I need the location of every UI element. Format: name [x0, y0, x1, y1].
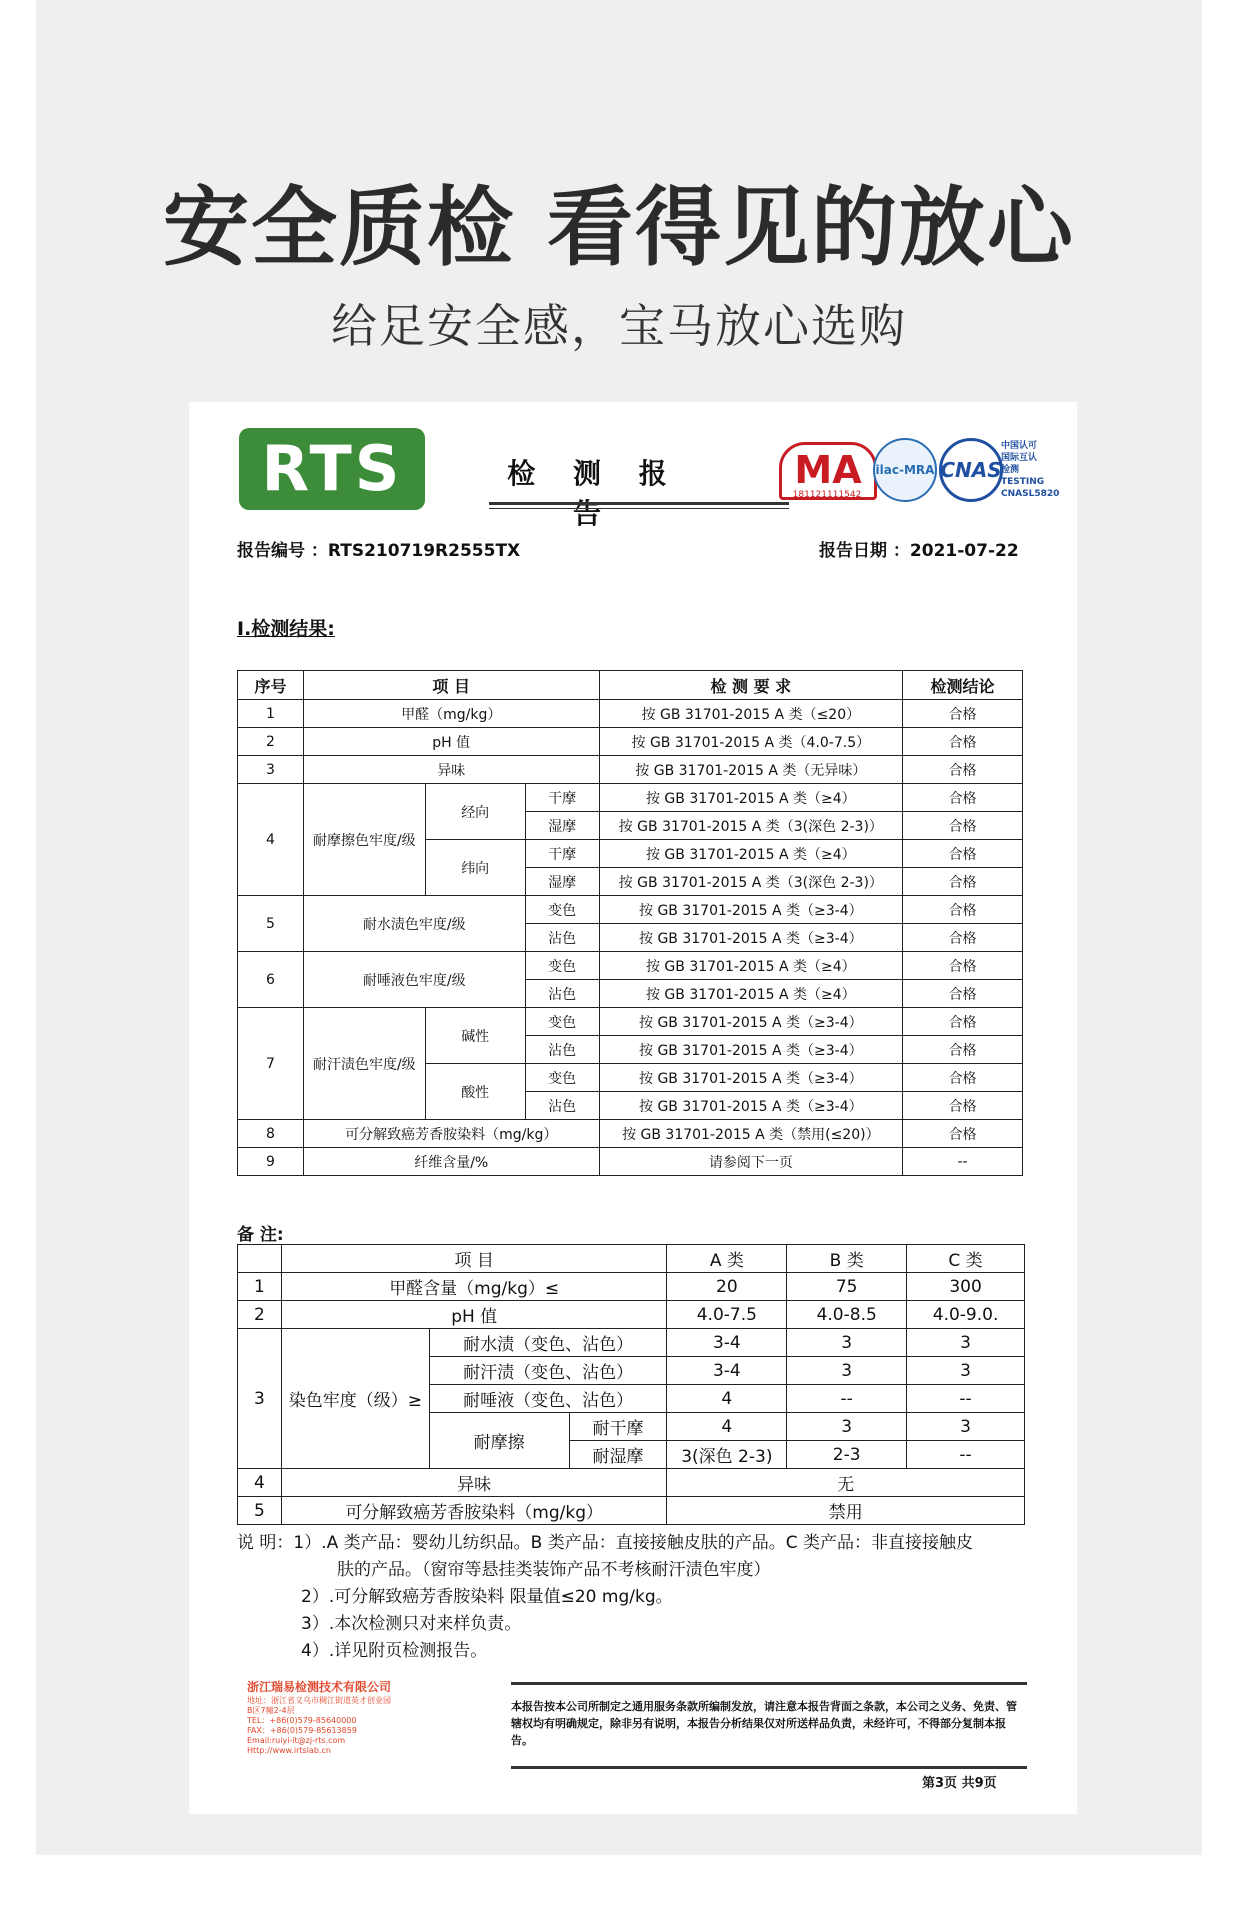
- table-row: 1 甲醛（mg/kg） 按 GB 31701-2015 A 类（≤20） 合格: [238, 700, 1023, 728]
- table-row: 3 染色牢度（级）≥ 耐水渍（变色、沾色） 3-4 3 3: [238, 1329, 1025, 1357]
- notes-header-row: 项 目 A 类 B 类 C 类: [238, 1245, 1025, 1273]
- cnas-logo: CNAS: [939, 438, 1003, 502]
- table-row: 3 异味 按 GB 31701-2015 A 类（无异味） 合格: [238, 756, 1023, 784]
- page-number: 第3页 共9页: [922, 1776, 997, 1791]
- title-rule: [489, 502, 789, 505]
- disclaimer-text: 本报告按本公司所制定之通用服务条款所编制发放，请注意本报告背面之条款，本公司之义务、免责、管辖权均有明确规定，除非另有说明，本报告分析结果仅对所送样品负责，未经许可，不得部分复制本报告。: [511, 1700, 1017, 1747]
- company-info: 浙江瑞易检测技术有限公司 地址：浙江省义乌市稠江街道英才创业园 B区7幢2-4层 TEL：+86(0)579-85640000 FAX：+86(0)579-85613859 Email:ruiyi-it@zj-rts.com Http://www.irtslab.cn: [247, 1680, 392, 1755]
- report-title: 检 测 报 告: [507, 457, 681, 530]
- section-title: I.检测结果:: [237, 618, 335, 640]
- results-table: [237, 670, 1023, 1176]
- test-report-document: [189, 402, 1077, 1814]
- table-row: 湿摩 按 GB 31701-2015 A 类（3(深色 2-3)） 合格: [238, 868, 1023, 896]
- rts-logo: RTS: [239, 428, 425, 510]
- table-row: 4 异味 无: [238, 1469, 1025, 1497]
- table-row: 2 pH 值 4.0-7.5 4.0-8.5 4.0-9.0.: [238, 1301, 1025, 1329]
- report-number: 报告编号 ：RTS210719R2555TX: [237, 541, 521, 561]
- table-row: 耐汗渍（变色、沾色） 3-4 3 3: [238, 1357, 1025, 1385]
- title-rule-thin: [489, 508, 789, 509]
- table-row: 5 耐水渍色牢度/级 变色 按 GB 31701-2015 A 类（≥3-4） 合格: [238, 896, 1023, 924]
- disclaimer-rule: [511, 1682, 1027, 1685]
- table-row: 耐唾液（变色、沾色） 4 -- --: [238, 1385, 1025, 1413]
- table-row: 6 耐唾液色牢度/级 变色 按 GB 31701-2015 A 类（≥4） 合格: [238, 952, 1023, 980]
- table-row: 湿摩 按 GB 31701-2015 A 类（3(深色 2-3)） 合格: [238, 812, 1023, 840]
- ilac-mra-logo: ilac-MRA: [873, 438, 937, 502]
- table-row: 5 可分解致癌芳香胺染料（mg/kg） 禁用: [238, 1497, 1025, 1525]
- table-row: 沾色 按 GB 31701-2015 A 类（≥4） 合格: [238, 980, 1023, 1008]
- cma-number: 181121111542: [792, 490, 862, 500]
- notes-title: 备 注:: [237, 1225, 284, 1245]
- remarks: 说 明：1）.A 类产品：婴幼儿纺织品。B 类产品：直接接触皮肤的产品。C 类产品：非直接接触皮 肤的产品。（窗帘等悬挂类装饰产品不考核耐汗渍色牢度） 2）.可分解致癌芳香胺染料 限量值≤20 mg/kg。 3）.本次检测只对来样负责。 4）.详见附页检测报告。: [237, 1533, 973, 1661]
- cnas-side-text: 中国认可 国际互认 检测 TESTING CNASL5820: [1001, 441, 1060, 499]
- notes-table: [237, 1244, 1025, 1525]
- table-row: 耐湿摩 3(深色 2-3) 2-3 --: [238, 1441, 1025, 1469]
- subheadline: 给足安全感，宝马放心选购: [331, 299, 907, 353]
- table-row: 2 pH 值 按 GB 31701-2015 A 类（4.0-7.5） 合格: [238, 728, 1023, 756]
- disclaimer-rule-bottom: [511, 1766, 1027, 1769]
- table-row: 沾色 按 GB 31701-2015 A 类（≥3-4） 合格: [238, 924, 1023, 952]
- table-row: 纬向 干摩 按 GB 31701-2015 A 类（≥4） 合格: [238, 840, 1023, 868]
- headline: 安全质检 看得见的放心: [163, 178, 1075, 278]
- table-row: 4 耐摩擦色牢度/级 经向 干摩 按 GB 31701-2015 A 类（≥4） 合格: [238, 784, 1023, 812]
- table-row: 沾色 按 GB 31701-2015 A 类（≥3-4） 合格: [238, 1036, 1023, 1064]
- table-row: 9 纤维含量/% 请参阅下一页 --: [238, 1148, 1023, 1176]
- table-row: 1 甲醛含量（mg/kg）≤ 20 75 300: [238, 1273, 1025, 1301]
- table-row: 酸性 变色 按 GB 31701-2015 A 类（≥3-4） 合格: [238, 1064, 1023, 1092]
- report-date: 报告日期 ：2021-07-22: [819, 541, 1019, 561]
- cma-logo: MA: [779, 442, 877, 500]
- results-header-row: 序号 项 目 检 测 要 求 检测结论: [238, 671, 1023, 700]
- table-row: 8 可分解致癌芳香胺染料（mg/kg） 按 GB 31701-2015 A 类（禁用(≤20)） 合格: [238, 1120, 1023, 1148]
- table-row: 7 耐汗渍色牢度/级 碱性 变色 按 GB 31701-2015 A 类（≥3-4） 合格: [238, 1008, 1023, 1036]
- table-row: 沾色 按 GB 31701-2015 A 类（≥3-4） 合格: [238, 1092, 1023, 1120]
- table-row: 耐摩擦 耐干摩 4 3 3: [238, 1413, 1025, 1441]
